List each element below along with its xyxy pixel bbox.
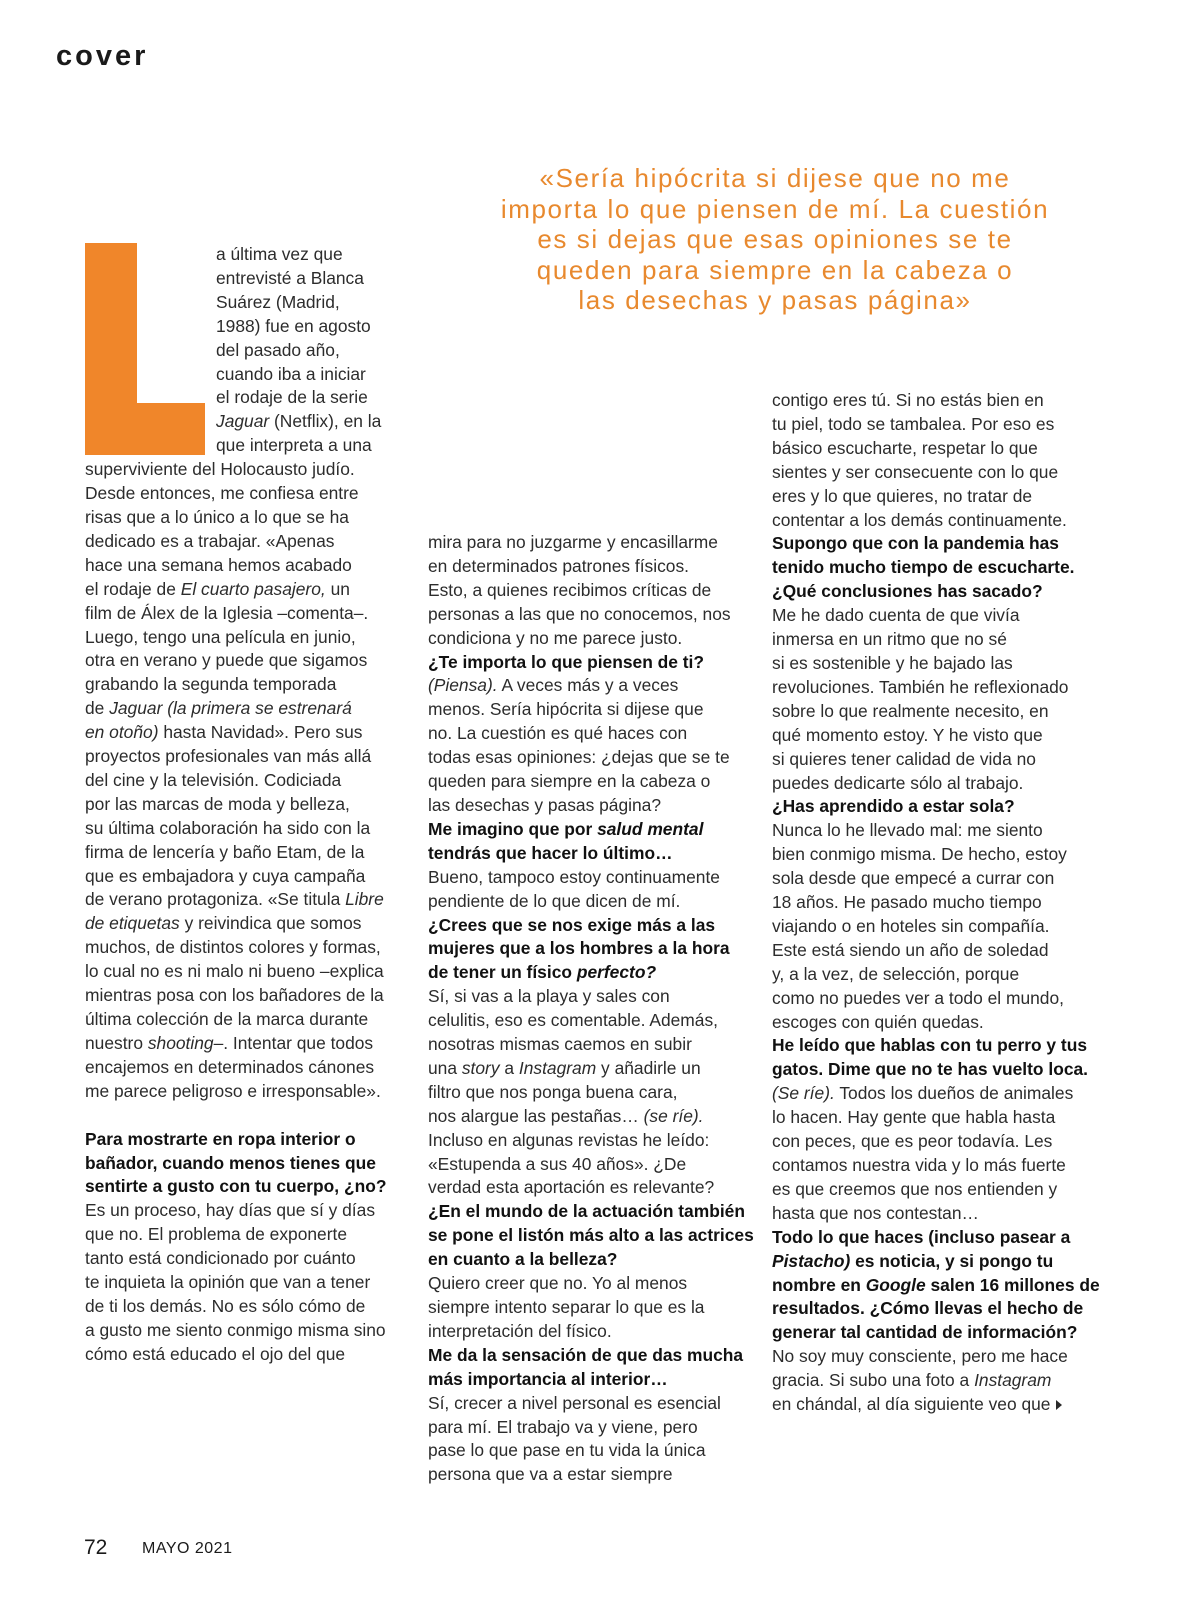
body-text: el rodaje de bbox=[85, 578, 181, 599]
body-line: mientras posa con los bañadores de la bbox=[85, 985, 384, 1006]
italic-title: El cuarto pasajero, bbox=[180, 578, 326, 599]
body-line: sobre lo que realmente necesito, en bbox=[772, 700, 1049, 721]
body-line: te inquieta la opinión que van a tener bbox=[85, 1272, 371, 1293]
body-line: Luego, tengo una película en junio, bbox=[85, 626, 356, 647]
question-line bbox=[772, 1274, 1107, 1298]
question-line: en cuanto a la belleza? bbox=[428, 1249, 618, 1270]
body-line: contamos nuestra vida y lo más fuerte bbox=[772, 1155, 1066, 1175]
body-text: en chándal, al día siguiente veo que bbox=[772, 1394, 1051, 1415]
body-text: una bbox=[428, 1057, 462, 1078]
italic-text: en otoño) bbox=[85, 722, 159, 743]
question-line bbox=[428, 818, 758, 842]
question-line bbox=[428, 961, 758, 985]
body-line: Bueno, tampoco estoy continuamente bbox=[428, 866, 720, 887]
question-line: ¿Te importa lo que piensen de ti? bbox=[428, 651, 705, 672]
body-line: hasta que nos contestan… bbox=[772, 1202, 979, 1223]
body-text: (Netflix), en la bbox=[269, 411, 382, 432]
question-line: más importancia al interior… bbox=[428, 1368, 668, 1389]
body-line: de ti los demás. No es sólo cómo de bbox=[85, 1295, 366, 1316]
question-line: ¿Qué conclusiones has sacado? bbox=[772, 581, 1043, 602]
body-text: un bbox=[325, 578, 350, 599]
body-line bbox=[85, 1032, 405, 1056]
body-line: queden para siempre en la cabeza o bbox=[428, 771, 711, 792]
body-line: revoluciones. También he reflexionado bbox=[772, 676, 1069, 697]
italic-text: (Se ríe). bbox=[772, 1083, 835, 1104]
body-line: Incluso en algunas revistas he leído: bbox=[428, 1129, 710, 1150]
body-line: encajemos en determinados cánones bbox=[85, 1056, 375, 1077]
body-line bbox=[85, 888, 405, 912]
body-line: que no. El problema de exponerte bbox=[85, 1224, 348, 1245]
body-line bbox=[772, 1082, 1107, 1106]
body-line: eres y lo que quieres, no tratar de bbox=[772, 485, 1033, 506]
body-line: viajando o en hoteles sin compañía. bbox=[772, 915, 1050, 936]
body-line: que es embajadora y cuya campaña bbox=[85, 865, 366, 886]
body-line: No soy muy consciente, pero me hace bbox=[772, 1346, 1068, 1367]
body-text: Todos los dueños de animales bbox=[834, 1083, 1074, 1104]
body-line: interpretación del físico. bbox=[428, 1320, 612, 1341]
body-line: Nunca lo he llevado mal: me siento bbox=[772, 820, 1043, 841]
body-line: film de Álex de la Iglesia –comenta–. bbox=[85, 602, 369, 623]
body-line: Quiero creer que no. Yo al menos bbox=[428, 1273, 688, 1294]
body-line: entrevisté a Blanca bbox=[216, 267, 364, 288]
body-line bbox=[85, 410, 405, 434]
body-line: firma de lencería y baño Etam, de la bbox=[85, 841, 365, 862]
body-line bbox=[428, 674, 758, 698]
pull-quote-line: las desechas y pasas página» bbox=[578, 285, 972, 315]
italic-text: Instagram bbox=[518, 1057, 597, 1078]
body-text: –. Intentar que todos bbox=[213, 1032, 374, 1053]
italic-title: de etiquetas bbox=[85, 913, 180, 934]
body-line: superviviente del Holocausto judío. bbox=[85, 459, 355, 480]
italic-title: Jaguar bbox=[216, 411, 270, 432]
body-line: como no puedes ver a todo el mundo, bbox=[772, 987, 1064, 1008]
body-line: contigo eres tú. Si no estás bien en bbox=[772, 390, 1044, 410]
body-line: bien conmigo misma. De hecho, estoy bbox=[772, 844, 1067, 865]
body-line: risas que a lo único a lo que se ha bbox=[85, 506, 349, 527]
question-line: generar tal cantidad de información? bbox=[772, 1322, 1078, 1343]
body-line: lo cual no es ni malo ni bueno –explica bbox=[85, 961, 384, 982]
body-line bbox=[85, 721, 405, 745]
pull-quote bbox=[490, 163, 1060, 316]
question-italic: perfecto? bbox=[576, 962, 657, 983]
body-line: Sí, si vas a la playa y sales con bbox=[428, 986, 670, 1007]
body-line: condiciona y no me parece justo. bbox=[428, 627, 683, 648]
question-line: ¿En el mundo de la actuación también bbox=[428, 1201, 745, 1222]
body-line: 18 años. He pasado mucho tiempo bbox=[772, 892, 1042, 913]
body-line: grabando la segunda temporada bbox=[85, 674, 337, 695]
body-line: menos. Sería hipócrita si dijese que bbox=[428, 699, 704, 720]
question-line: Todo lo que haces (incluso pasear a bbox=[772, 1226, 1071, 1247]
body-line: inmersa en un ritmo que no sé bbox=[772, 629, 1007, 650]
body-line: pase lo que pase en tu vida la única bbox=[428, 1440, 706, 1461]
body-line: todas esas opiniones: ¿dejas que se te bbox=[428, 747, 730, 768]
body-line: Es un proceso, hay días que sí y días bbox=[85, 1200, 376, 1221]
body-line: tanto está condicionado por cuánto bbox=[85, 1248, 356, 1269]
body-line bbox=[428, 1057, 758, 1081]
body-text: gracia. Si subo una foto a bbox=[772, 1370, 975, 1391]
body-line: y, a la vez, de selección, porque bbox=[772, 963, 1020, 984]
question-line: ¿Has aprendido a estar sola? bbox=[772, 796, 1015, 817]
pull-quote-line: «Sería hipócrita si dijese que no me bbox=[539, 163, 1011, 193]
italic-text: (se ríe). bbox=[643, 1105, 704, 1126]
question-text: salen 16 millones de bbox=[925, 1274, 1100, 1295]
body-line: para mí. El trabajo va y viene, pero bbox=[428, 1416, 698, 1437]
question-line: sentirte a gusto con tu cuerpo, ¿no? bbox=[85, 1176, 387, 1197]
body-line: verdad esta aportación es relevante? bbox=[428, 1177, 715, 1198]
body-line: el rodaje de la serie bbox=[216, 387, 368, 408]
italic-text: story bbox=[461, 1057, 500, 1078]
body-line: que interpreta a una bbox=[216, 435, 372, 456]
body-line: hace una semana hemos acabado bbox=[85, 554, 352, 575]
body-line: escoges con quién quedas. bbox=[772, 1011, 984, 1032]
question-text: Me imagino que por bbox=[428, 818, 598, 839]
body-text: y reivindica que somos bbox=[179, 913, 362, 934]
question-line: tendrás que hacer lo último… bbox=[428, 842, 673, 863]
italic-text: Jaguar (la primera se estrenará bbox=[109, 698, 352, 719]
question-line: He leído que hablas con tu perro y tus bbox=[772, 1035, 1088, 1056]
body-line: me parece peligroso e irresponsable». bbox=[85, 1080, 381, 1101]
question-line: mujeres que a los hombres a la hora bbox=[428, 938, 730, 959]
body-text: de verano protagoniza. «Se titula bbox=[85, 889, 346, 910]
body-line: Suárez (Madrid, bbox=[216, 291, 340, 312]
body-text: y añadirle un bbox=[596, 1057, 701, 1078]
body-text: a bbox=[499, 1057, 519, 1078]
pull-quote-line: es si dejas que esas opiniones se te bbox=[537, 224, 1013, 254]
question-text: de tener un físico bbox=[428, 962, 577, 983]
body-line: Desde entonces, me confiesa entre bbox=[85, 483, 359, 504]
question-line: se pone el listón más alto a las actrices bbox=[428, 1225, 754, 1246]
body-line: es que creemos que nos entienden y bbox=[772, 1178, 1058, 1199]
question-line: Supongo que con la pandemia has bbox=[772, 533, 1059, 554]
body-line: última colección de la marca durante bbox=[85, 1009, 369, 1029]
body-line: con peces, que es peor todavía. Les bbox=[772, 1131, 1053, 1152]
body-line: no. La cuestión es qué haces con bbox=[428, 723, 688, 744]
body-line: Me he dado cuenta de que vivía bbox=[772, 605, 1020, 626]
article-column-1 bbox=[85, 243, 405, 1367]
body-line: sientes y ser consecuente con lo que bbox=[772, 461, 1059, 482]
italic-text: (Piensa). bbox=[428, 675, 498, 696]
body-line: puedes dedicarte sólo al trabajo. bbox=[772, 772, 1024, 793]
body-text: A veces más y a veces bbox=[497, 675, 679, 696]
question-line: ¿Crees que se nos exige más a las bbox=[428, 914, 716, 935]
italic-text: Instagram bbox=[974, 1370, 1052, 1391]
body-line: mira para no juzgarme y encasillarme bbox=[428, 532, 718, 552]
continue-arrow-icon bbox=[1056, 1400, 1062, 1410]
body-line: del cine y la televisión. Codiciada bbox=[85, 769, 342, 790]
body-line: celulitis, eso es comentable. Además, bbox=[428, 1010, 718, 1031]
body-line: lo hacen. Hay gente que habla hasta bbox=[772, 1107, 1056, 1128]
body-line: del pasado año, bbox=[216, 339, 340, 360]
body-line: persona que va a estar siempre bbox=[428, 1464, 673, 1485]
body-line bbox=[772, 1369, 1107, 1393]
body-line: su última colaboración ha sido con la bbox=[85, 817, 371, 838]
body-line bbox=[772, 1393, 1107, 1417]
question-italic: Pistacho) bbox=[772, 1250, 851, 1271]
body-line: Sí, crecer a nivel personal es esencial bbox=[428, 1392, 721, 1413]
body-line: Esto, a quienes recibimos críticas de bbox=[428, 579, 712, 600]
body-line: filtro que nos ponga buena cara, bbox=[428, 1081, 678, 1102]
question-text: nombre en bbox=[772, 1274, 866, 1295]
page-number: 72 bbox=[84, 1536, 108, 1559]
body-line: en determinados patrones físicos. bbox=[428, 555, 690, 576]
body-line: Este está siendo un año de soledad bbox=[772, 939, 1049, 960]
question-line: tenido mucho tiempo de escucharte. bbox=[772, 557, 1075, 578]
body-line: contentar a los demás continuamente. bbox=[772, 509, 1067, 530]
body-line: muchos, de distintos colores y formas, bbox=[85, 937, 381, 958]
body-line: tu piel, todo se tambalea. Por eso es bbox=[772, 413, 1055, 434]
question-italic: salud mental bbox=[597, 818, 704, 839]
article-column-3 bbox=[772, 389, 1107, 1417]
body-line: qué momento estoy. Y he visto que bbox=[772, 724, 1043, 745]
body-line: cuando iba a iniciar bbox=[216, 363, 366, 384]
body-line: 1988) fue en agosto bbox=[216, 315, 371, 336]
question-line: Me da la sensación de que das mucha bbox=[428, 1344, 744, 1365]
body-text: de bbox=[85, 698, 110, 719]
body-line: básico escucharte, respetar lo que bbox=[772, 437, 1038, 458]
pull-quote-line: queden para siempre en la cabeza o bbox=[536, 254, 1014, 285]
body-line: a gusto me siento conmigo misma sino bbox=[85, 1319, 386, 1340]
body-line: pendiente de lo que dicen de mí. bbox=[428, 890, 681, 911]
body-line bbox=[85, 912, 405, 936]
italic-title: Libre bbox=[345, 889, 384, 910]
question-italic: Google bbox=[865, 1274, 926, 1295]
body-line bbox=[85, 697, 405, 721]
body-line: otra en verano y puede que sigamos bbox=[85, 650, 368, 671]
body-text: nos alargue las pestañas… bbox=[428, 1105, 644, 1126]
body-line: si quieres tener calidad de vida no bbox=[772, 748, 1036, 769]
question-text: es noticia, y si pongo tu bbox=[850, 1250, 1054, 1271]
article-column-2 bbox=[428, 531, 758, 1487]
issue-date: MAYO 2021 bbox=[142, 1540, 233, 1557]
body-line: las desechas y pasas página? bbox=[428, 794, 661, 815]
body-line: personas a las que no conocemos, nos bbox=[428, 603, 731, 624]
question-line bbox=[772, 1250, 1107, 1274]
body-line: proyectos profesionales van más allá bbox=[85, 746, 372, 767]
body-line bbox=[428, 1105, 758, 1129]
body-line: nosotras mismas caemos en subir bbox=[428, 1034, 692, 1055]
body-text: hasta Navidad». Pero sus bbox=[158, 722, 363, 743]
question-line: Para mostrarte en ropa interior o bbox=[85, 1128, 356, 1149]
pull-quote-line: importa lo que piensen de mí. La cuestión bbox=[500, 193, 1050, 224]
italic-text: shooting bbox=[147, 1032, 214, 1053]
section-label: cover bbox=[56, 40, 149, 72]
paragraph-gap bbox=[85, 1104, 405, 1128]
body-line: por las marcas de moda y belleza, bbox=[85, 793, 350, 814]
question-line: gatos. Dime que no te has vuelto loca. bbox=[772, 1059, 1088, 1080]
body-line: sola desde que empecé a currar con bbox=[772, 868, 1055, 889]
body-line: si es sostenible y he bajado las bbox=[772, 652, 1013, 673]
body-line: dedicado es a trabajar. «Apenas bbox=[85, 530, 335, 551]
body-line bbox=[85, 578, 405, 602]
body-line: a última vez que bbox=[216, 244, 343, 264]
body-line: siempre intento separar lo que es la bbox=[428, 1297, 705, 1317]
question-line: bañador, cuando menos tienes que bbox=[85, 1152, 376, 1173]
body-line: «Estupenda a sus 40 años». ¿De bbox=[428, 1153, 687, 1174]
question-line: resultados. ¿Cómo llevas el hecho de bbox=[772, 1298, 1084, 1319]
body-text: nuestro bbox=[85, 1032, 148, 1053]
body-line: cómo está educado el ojo del que bbox=[85, 1343, 346, 1364]
